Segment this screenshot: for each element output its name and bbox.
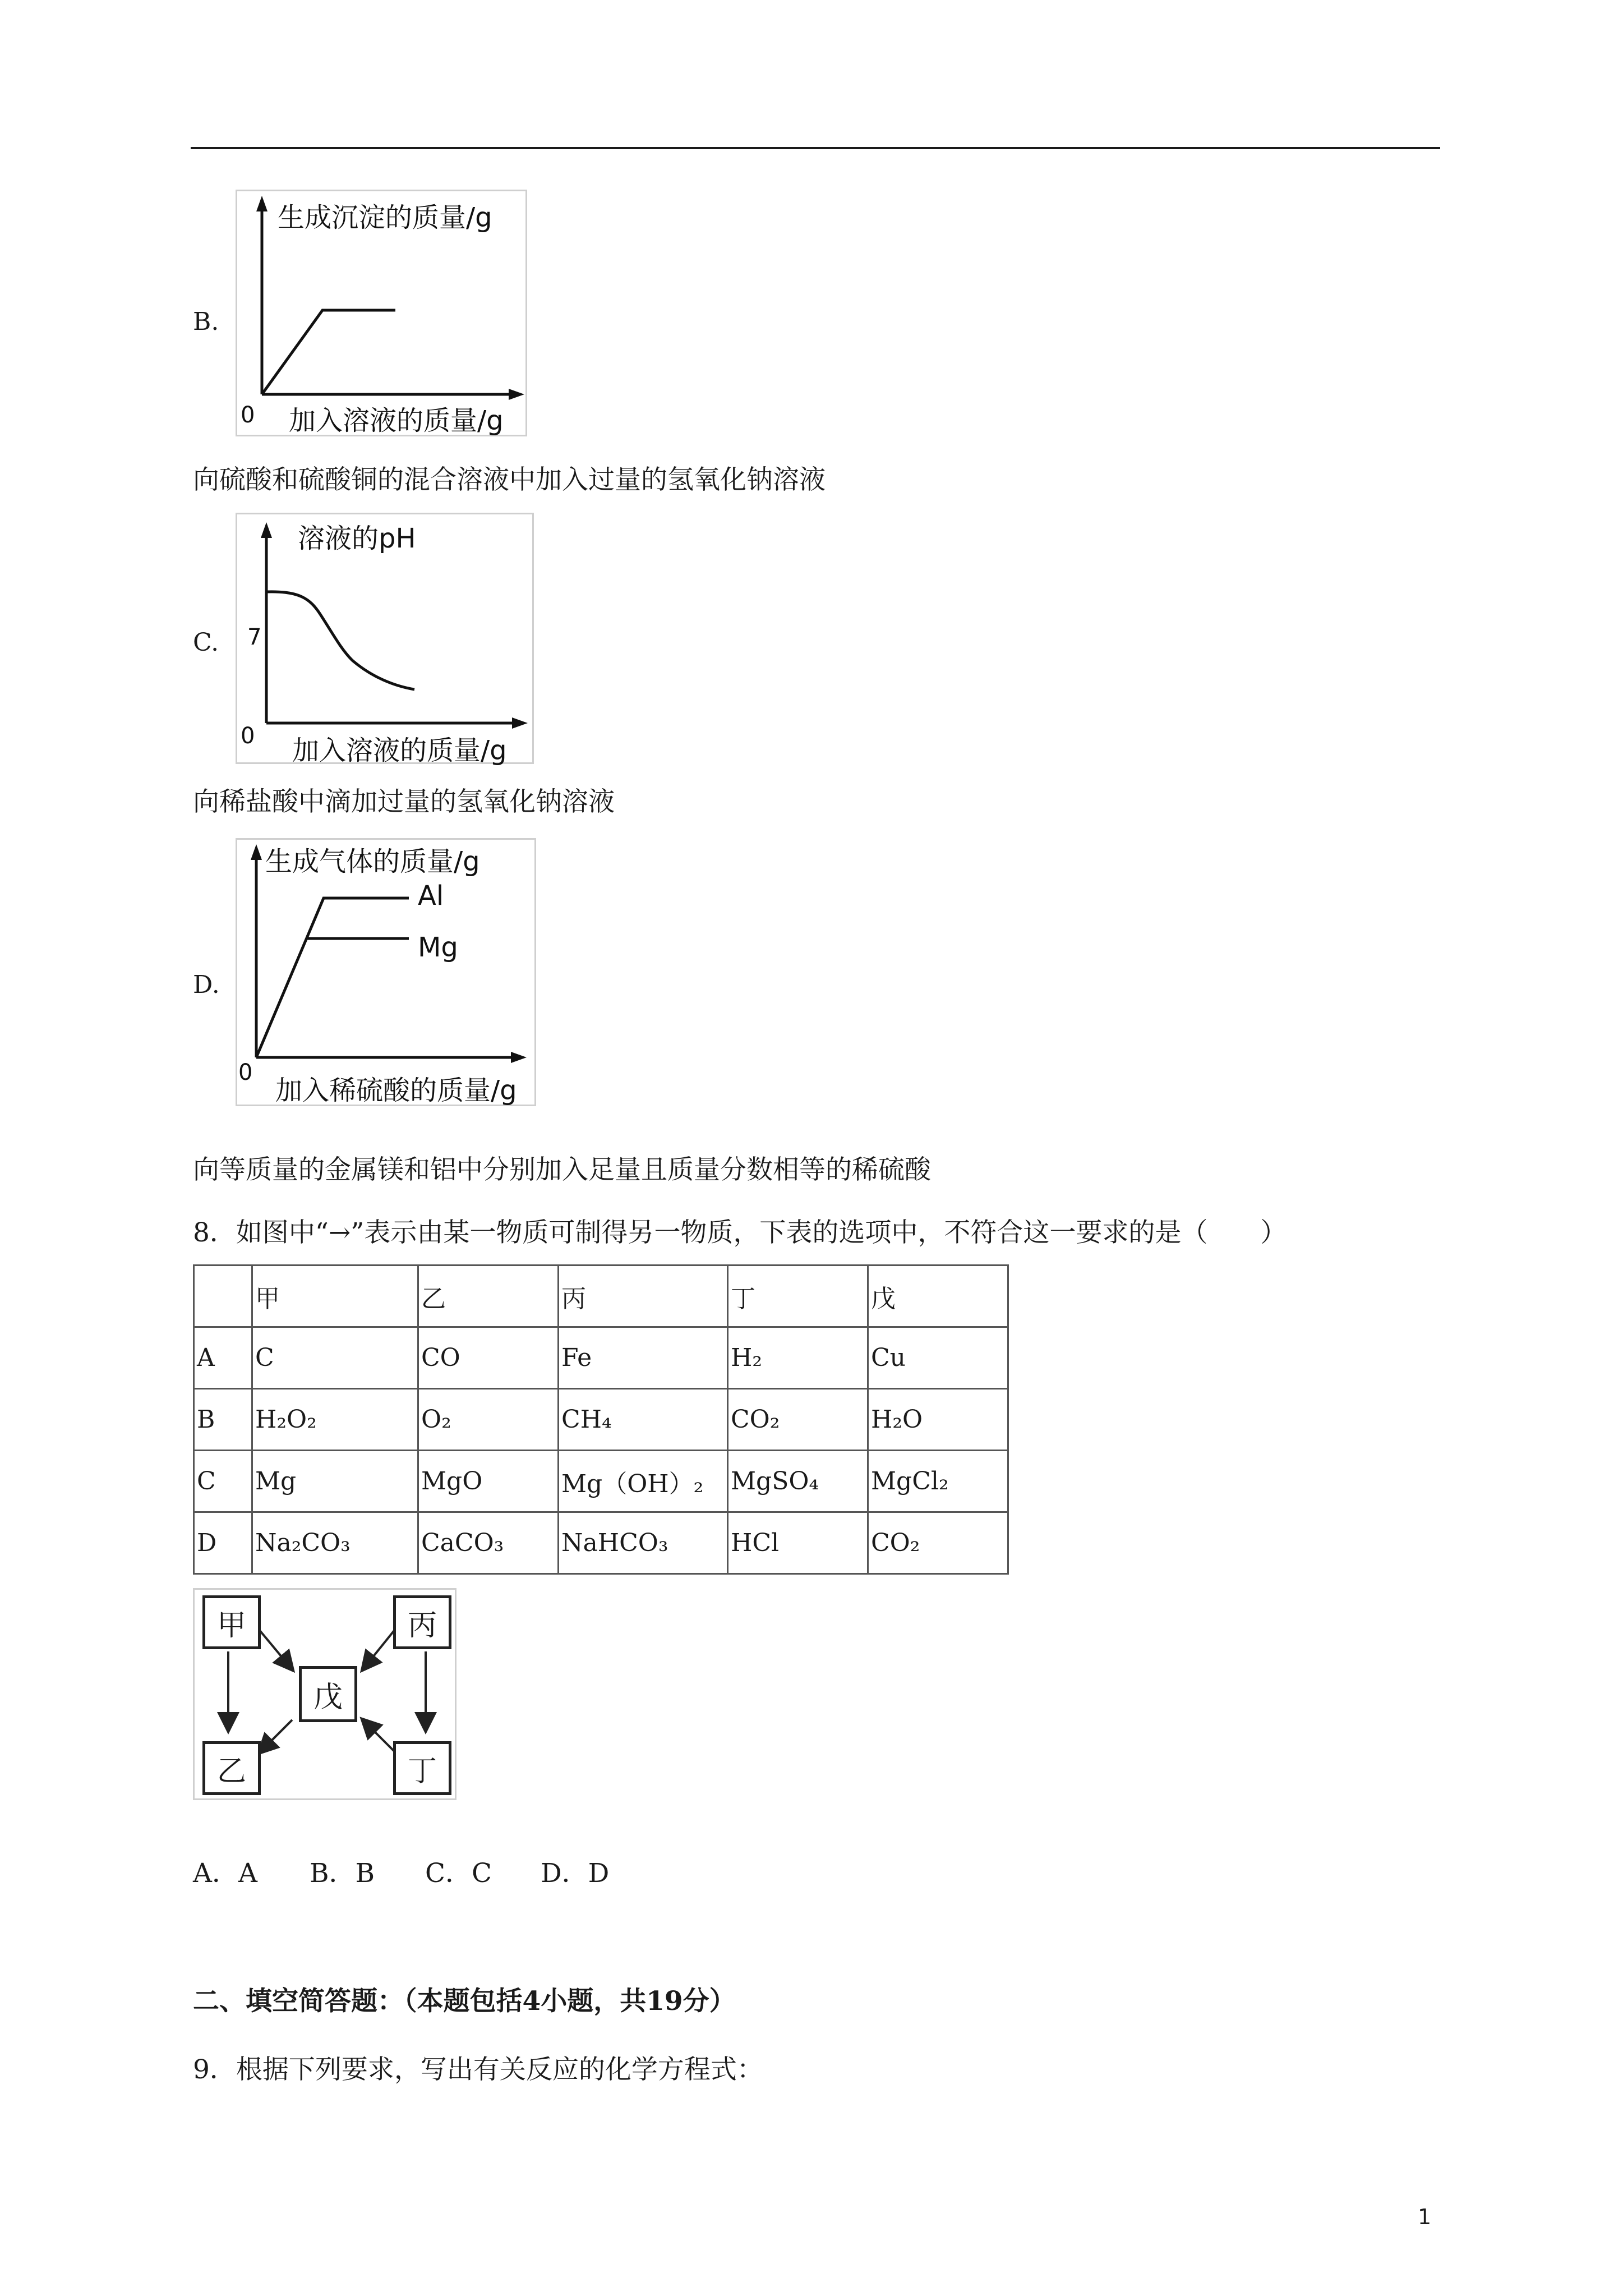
choice-d: D．D (541, 1858, 610, 1889)
table-cell: NaHCO₃ (559, 1512, 728, 1574)
graph-b-curve (262, 310, 395, 394)
graph-d-y-label: 生成气体的质量/g (265, 846, 480, 877)
table-row (194, 1327, 1008, 1389)
page-number: 1 (1418, 2205, 1432, 2229)
graph-d-x-arrow (511, 1052, 527, 1063)
table-cell: CO₂ (868, 1512, 1008, 1574)
graph-b-y-label: 生成沉淀的质量/g (278, 202, 492, 233)
table-cell: Fe (559, 1327, 728, 1389)
arrow-wu-to-yi (260, 1720, 292, 1752)
option-c-caption: 向稀盐酸中滴加过量的氢氧化钠溶液 (193, 786, 615, 817)
graph-d-canvas (237, 840, 538, 1108)
graph-c-x-arrow (512, 717, 528, 729)
table-row (194, 1389, 1008, 1451)
graph-d-al-curve (256, 898, 409, 1057)
table-cell: MgSO₄ (728, 1451, 868, 1512)
graph-c-origin: 0 (241, 723, 255, 749)
table-cell: O₂ (418, 1389, 559, 1451)
graph-b-x-arrow (509, 389, 524, 400)
option-b-label: B. (193, 307, 219, 336)
arrow-bing-to-wu (363, 1629, 395, 1669)
table-cell: 丙 (559, 1266, 728, 1327)
table-cell: H₂O₂ (252, 1389, 418, 1451)
box-bing: 丙 (393, 1595, 451, 1649)
table-row (194, 1512, 1008, 1574)
graph-c-curve (266, 592, 414, 689)
table-row (194, 1451, 1008, 1512)
graph-d-y-arrow (251, 844, 262, 860)
graph-b (236, 190, 527, 436)
choice-a: A．A (193, 1858, 257, 1889)
option-c-label: C. (193, 628, 219, 657)
table-cell: D (194, 1512, 252, 1574)
graph-d-origin: 0 (238, 1060, 253, 1085)
table-cell: C (252, 1327, 418, 1389)
box-ding: 丁 (393, 1741, 451, 1795)
option-b-caption: 向硫酸和硫酸铜的混合溶液中加入过量的氢氧化钠溶液 (193, 464, 826, 495)
q8-stem: 8．如图中“→”表示由某一物质可制得另一物质，下表的选项中，不符合这一要求的是（ ） (193, 1217, 1287, 1248)
table-cell: CaCO₃ (418, 1512, 559, 1574)
q9-stem: 9．根据下列要求，写出有关反应的化学方程式： (193, 2054, 763, 2085)
graph-b-y-arrow (256, 196, 268, 211)
table-cell: C (194, 1451, 252, 1512)
option-d-caption: 向等质量的金属镁和铝中分别加入足量且质量分数相等的稀硫酸 (193, 1154, 931, 1185)
q8-table (193, 1264, 1009, 1575)
choice-b: B．B (310, 1858, 375, 1889)
table-cell: MgO (418, 1451, 559, 1512)
graph-c-y-label: 溶液的pH (298, 523, 416, 554)
table-cell: CO₂ (728, 1389, 868, 1451)
table-cell: Mg (252, 1451, 418, 1512)
table-cell: Na₂CO₃ (252, 1512, 418, 1574)
graph-c-y-arrow (261, 522, 272, 538)
box-jia: 甲 (202, 1595, 261, 1649)
table-cell: H₂O (868, 1389, 1008, 1451)
box-wu: 戊 (299, 1666, 357, 1722)
q8-diagram (193, 1588, 457, 1800)
table-cell: 乙 (418, 1266, 559, 1327)
table-header-row (194, 1266, 1008, 1327)
graph-d-mg-label: Mg (418, 932, 458, 963)
table-cell: B (194, 1389, 252, 1451)
table-cell: Cu (868, 1327, 1008, 1389)
table-cell: A (194, 1327, 252, 1389)
table-cell (194, 1266, 252, 1327)
table-cell: MgCl₂ (868, 1451, 1008, 1512)
table-cell: Mg（OH）₂ (559, 1451, 728, 1512)
graph-d-al-label: Al (418, 880, 444, 912)
table-cell: CO (418, 1327, 559, 1389)
graph-b-x-label: 加入溶液的质量/g (289, 405, 504, 436)
table-cell: 戊 (868, 1266, 1008, 1327)
graph-b-origin: 0 (241, 402, 255, 428)
graph-c-x-label: 加入溶液的质量/g (292, 735, 507, 766)
graph-c-y-tick: 7 (247, 624, 262, 650)
arrow-ding-to-wu (363, 1720, 395, 1752)
graph-d (236, 838, 536, 1106)
table-cell: 丁 (728, 1266, 868, 1327)
graph-c (236, 513, 534, 764)
table-cell: 甲 (252, 1266, 418, 1327)
section-2-title: 二、填空简答题：（本题包括4小题，共19分） (193, 1986, 736, 2017)
arrow-jia-to-wu (259, 1629, 292, 1669)
choice-c: C．C (425, 1858, 492, 1889)
graph-d-x-label: 加入稀硫酸的质量/g (275, 1075, 517, 1106)
box-yi: 乙 (202, 1741, 261, 1795)
table-cell: H₂ (728, 1327, 868, 1389)
header-rule (191, 147, 1440, 149)
option-d-label: D. (193, 970, 220, 999)
table-cell: CH₄ (559, 1389, 728, 1451)
table-cell: HCl (728, 1512, 868, 1574)
